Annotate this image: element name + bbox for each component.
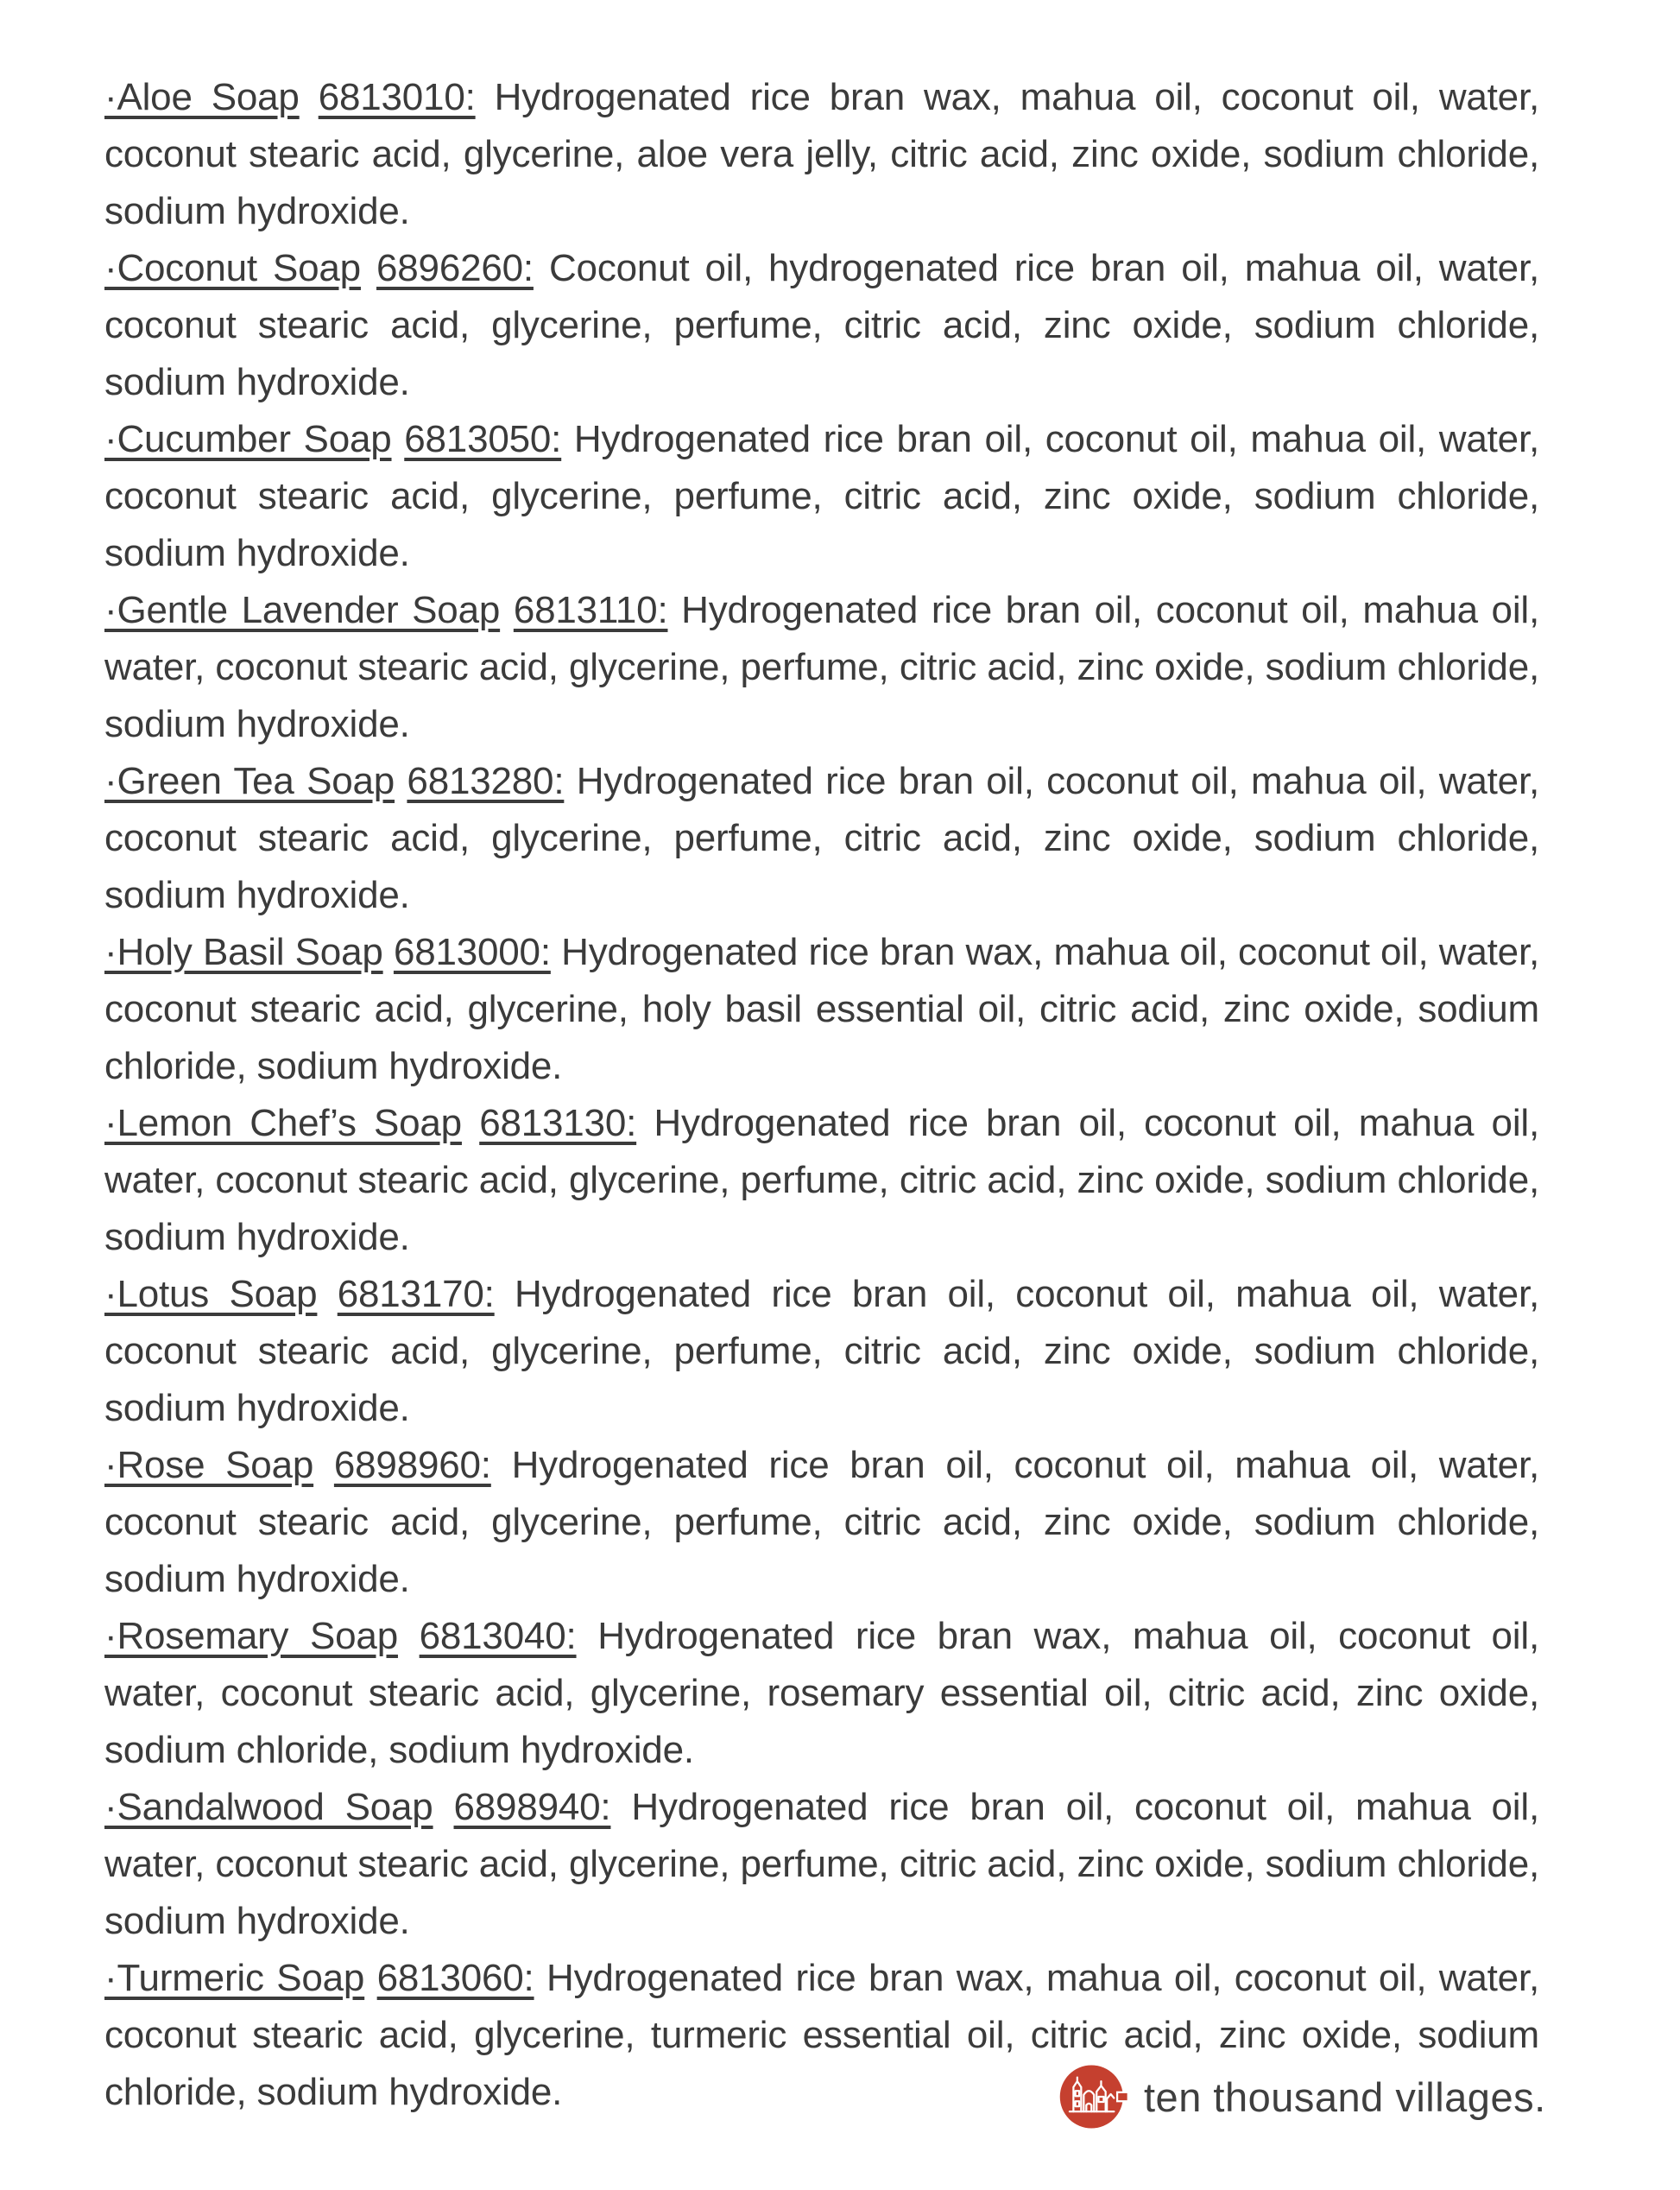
- soap-entry: [104, 582, 1539, 753]
- soap-entry-heading: [104, 418, 561, 460]
- soap-sku: 6813040:: [419, 1615, 577, 1657]
- soap-name: ·Turmeric Soap: [104, 1957, 365, 1999]
- soap-sku: 6813050:: [404, 418, 562, 460]
- soap-name: ·Lemon Chef’s Soap: [104, 1102, 462, 1144]
- soap-entry-ingredients: Hydrogenated rice bran oil, coconut oil, mahua oil, water, coconut stearic acid, glycerine, perfume, citric acid, zinc oxide, sodium chloride, sodium hydroxide.: [104, 589, 1539, 745]
- soap-name: ·Coconut Soap: [104, 247, 361, 289]
- soap-sku: 6898940:: [453, 1786, 611, 1828]
- soap-entry-heading: [104, 1786, 610, 1828]
- soap-entry-ingredients: Hydrogenated rice bran oil, coconut oil, mahua oil, water, coconut stearic acid, glycerine, perfume, citric acid, zinc oxide, sodium chloride, sodium hydroxide.: [104, 1786, 1539, 1942]
- soap-entry-heading: [104, 589, 667, 631]
- soap-entry: [104, 1437, 1539, 1608]
- soap-name: ·Rose Soap: [104, 1444, 314, 1486]
- soap-entry-ingredients: Hydrogenated rice bran wax, mahua oil, coconut oil, water, coconut stearic acid, glycerine, holy basil essential oil, citric acid, zinc oxide, sodium chloride, sodium hydroxide.: [104, 931, 1539, 1087]
- soap-sku: 6896260:: [376, 247, 534, 289]
- soap-entry-ingredients: Hydrogenated rice bran oil, coconut oil, mahua oil, water, coconut stearic acid, glycerine, perfume, citric acid, zinc oxide, sodium chloride, sodium hydroxide.: [104, 760, 1539, 916]
- soap-entry-ingredients: Hydrogenated rice bran wax, mahua oil, coconut oil, water, coconut stearic acid, glycerine, aloe vera jelly, citric acid, zinc oxide, sodium chloride, sodium hydroxide.: [104, 76, 1540, 232]
- soap-entry-heading: [104, 1615, 577, 1657]
- soap-sku: 6813170:: [337, 1273, 495, 1315]
- soap-sku: 6898960:: [333, 1444, 491, 1486]
- soap-sku: 6813060:: [376, 1957, 534, 1999]
- soap-entry-heading: [104, 247, 534, 289]
- soap-entry: [104, 753, 1539, 924]
- soap-name: ·Cucumber Soap: [104, 418, 392, 460]
- soap-entry-ingredients: Hydrogenated rice bran oil, coconut oil, mahua oil, water, coconut stearic acid, glycerine, perfume, citric acid, zinc oxide, sodium chloride, sodium hydroxide.: [104, 1102, 1539, 1258]
- soap-sku: 6813280:: [407, 760, 565, 802]
- village-icon: [1059, 2064, 1130, 2130]
- soap-entry: [104, 1608, 1539, 1779]
- soap-entry-heading: [104, 1102, 636, 1144]
- soap-list: [104, 69, 1539, 2121]
- soap-entry-ingredients: Hydrogenated rice bran oil, coconut oil, mahua oil, water, coconut stearic acid, glycerine, perfume, citric acid, zinc oxide, sodium chloride, sodium hydroxide.: [104, 418, 1539, 574]
- soap-entry-ingredients: Hydrogenated rice bran oil, coconut oil, mahua oil, water, coconut stearic acid, glycerine, perfume, citric acid, zinc oxide, sodium chloride, sodium hydroxide.: [104, 1273, 1540, 1429]
- soap-entry: [104, 240, 1539, 411]
- soap-entry-heading: [104, 1957, 534, 1999]
- soap-entry: [104, 1779, 1539, 1950]
- soap-sku: 6813130:: [479, 1102, 637, 1144]
- soap-sku: 6813000:: [393, 931, 551, 973]
- soap-name: ·Holy Basil Soap: [104, 931, 383, 973]
- soap-sku: 6813010:: [318, 76, 476, 118]
- soap-name: ·Sandalwood Soap: [104, 1786, 433, 1828]
- soap-entry-ingredients: Hydrogenated rice bran wax, mahua oil, coconut oil, water, coconut stearic acid, glycerine, rosemary essential oil, citric acid, zinc oxide, sodium chloride, sodium hydroxide.: [104, 1615, 1539, 1771]
- soap-name: ·Lotus Soap: [104, 1273, 318, 1315]
- soap-entry: [104, 1095, 1539, 1266]
- soap-entry-heading: [104, 931, 551, 973]
- soap-sku: 6813110:: [513, 589, 668, 631]
- soap-entry-heading: [104, 1273, 495, 1315]
- soap-entry-ingredients: Hydrogenated rice bran oil, coconut oil, mahua oil, water, coconut stearic acid, glycerine, perfume, citric acid, zinc oxide, sodium chloride, sodium hydroxide.: [104, 1444, 1539, 1600]
- ingredients-document: [104, 69, 1539, 2121]
- soap-entry: [104, 411, 1539, 582]
- soap-entry-heading: [104, 76, 476, 118]
- soap-entry: [104, 69, 1539, 240]
- soap-name: ·Gentle Lavender Soap: [104, 589, 501, 631]
- soap-entry-heading: [104, 1444, 491, 1486]
- brand-wordmark: ten thousand villages.: [1144, 2073, 1546, 2120]
- soap-name: ·Green Tea Soap: [104, 760, 395, 802]
- soap-name: ·Aloe Soap: [104, 76, 300, 118]
- soap-entry-ingredients: Coconut oil, hydrogenated rice bran oil, mahua oil, water, coconut stearic acid, glycerine, perfume, citric acid, zinc oxide, sodium chloride, sodium hydroxide.: [104, 247, 1539, 403]
- soap-name: ·Rosemary Soap: [104, 1615, 398, 1657]
- soap-entry: [104, 1266, 1539, 1437]
- soap-entry-ingredients: Hydrogenated rice bran wax, mahua oil, coconut oil, water, coconut stearic acid, glycerine, turmeric essential oil, citric acid, zinc oxide, sodium chloride, sodium hydroxide.: [104, 1957, 1539, 2113]
- brand-footer: [1059, 2063, 1546, 2130]
- soap-entry: [104, 924, 1539, 1095]
- soap-entry-heading: [104, 760, 564, 802]
